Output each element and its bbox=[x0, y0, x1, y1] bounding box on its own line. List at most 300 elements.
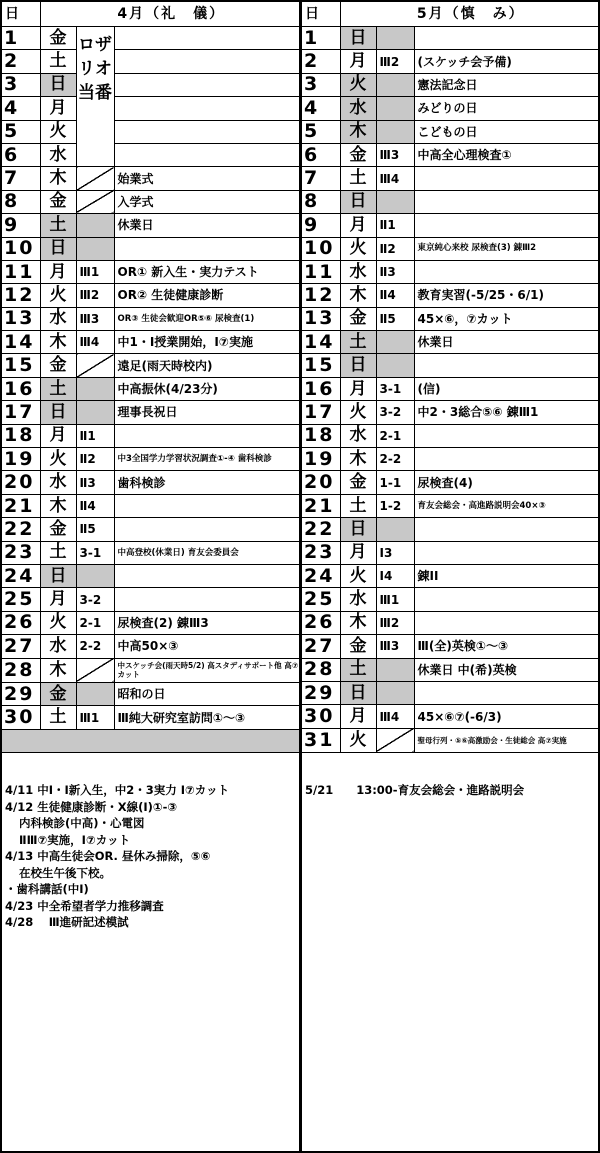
event-text: 錬ⅠⅠ bbox=[414, 564, 598, 587]
day-number: 23 bbox=[302, 541, 340, 564]
class-code: Ⅲ2 bbox=[376, 611, 414, 634]
day-number: 25 bbox=[2, 588, 40, 611]
class-code bbox=[376, 681, 414, 704]
class-code bbox=[376, 658, 414, 681]
class-code: Ⅲ1 bbox=[76, 260, 114, 283]
calendar-row bbox=[2, 635, 299, 658]
day-number: 24 bbox=[2, 564, 40, 587]
calendar-row bbox=[2, 260, 299, 283]
calendar-row bbox=[302, 728, 598, 752]
day-number: 26 bbox=[2, 611, 40, 634]
event-text: (スケッチ会予備) bbox=[414, 50, 598, 73]
calendar-row bbox=[2, 564, 299, 587]
event-text bbox=[414, 588, 598, 611]
day-number: 4 bbox=[302, 97, 340, 120]
class-code bbox=[76, 214, 114, 237]
april-header-title: 4月（礼 儀） bbox=[40, 2, 299, 27]
calendar-row bbox=[302, 50, 598, 73]
weekday: 水 bbox=[40, 635, 76, 658]
day-number: 1 bbox=[302, 27, 340, 50]
weekday: 土 bbox=[40, 541, 76, 564]
day-number: 19 bbox=[302, 448, 340, 471]
event-text: こどもの日 bbox=[414, 120, 598, 143]
calendar-row bbox=[2, 331, 299, 354]
class-code: Ⅱ2 bbox=[376, 237, 414, 260]
calendar-row bbox=[302, 27, 598, 50]
day-number: 28 bbox=[302, 658, 340, 681]
event-text: 尿検査(4) bbox=[414, 471, 598, 494]
weekday: 金 bbox=[40, 190, 76, 213]
class-code: 2-2 bbox=[76, 635, 114, 658]
day-number: 3 bbox=[2, 73, 40, 96]
may-header-day: 日 bbox=[302, 2, 340, 27]
calendar-row bbox=[302, 167, 598, 190]
day-number: 12 bbox=[302, 284, 340, 307]
calendar-row bbox=[302, 331, 598, 354]
weekday: 月 bbox=[340, 705, 376, 728]
note-line: 内科検診(中高)・心電図 bbox=[19, 816, 145, 830]
calendar-row bbox=[2, 658, 299, 682]
class-code bbox=[76, 190, 114, 213]
day-number: 8 bbox=[2, 190, 40, 213]
class-code: Ⅱ3 bbox=[376, 260, 414, 283]
event-text bbox=[414, 214, 598, 237]
calendar-row bbox=[302, 611, 598, 634]
weekday: 金 bbox=[340, 143, 376, 166]
weekday: 火 bbox=[40, 611, 76, 634]
day-number: 19 bbox=[2, 448, 40, 471]
calendar-row bbox=[2, 471, 299, 494]
weekday: 木 bbox=[340, 611, 376, 634]
weekday: 水 bbox=[340, 260, 376, 283]
rosario-duty-label: ロザリオ当番 bbox=[76, 27, 114, 167]
event-text: 入学式 bbox=[114, 190, 299, 213]
day-number: 27 bbox=[2, 635, 40, 658]
class-code: Ⅲ2 bbox=[76, 284, 114, 307]
calendar-row bbox=[302, 494, 598, 517]
weekday: 日 bbox=[40, 401, 76, 424]
event-text bbox=[414, 354, 598, 377]
event-text: 歯科検診 bbox=[114, 471, 299, 494]
calendar-row bbox=[302, 284, 598, 307]
class-code bbox=[76, 237, 114, 260]
day-number: 26 bbox=[302, 611, 340, 634]
event-text bbox=[114, 143, 299, 166]
calendar-row bbox=[2, 50, 299, 73]
weekday: 木 bbox=[340, 120, 376, 143]
weekday: 土 bbox=[340, 331, 376, 354]
day-number: 21 bbox=[2, 494, 40, 517]
event-text: 理事長祝日 bbox=[114, 401, 299, 424]
note-line: 在校生午後下校。 bbox=[19, 865, 111, 880]
day-number: 9 bbox=[2, 214, 40, 237]
day-number: 18 bbox=[302, 424, 340, 447]
weekday: 木 bbox=[340, 448, 376, 471]
calendar-row bbox=[302, 97, 598, 120]
day-number: 10 bbox=[2, 237, 40, 260]
calendar-row bbox=[302, 658, 598, 681]
weekday: 月 bbox=[340, 377, 376, 400]
class-code bbox=[376, 97, 414, 120]
note-line: 4/12 生徒健康診断・X線(Ⅰ)①-③ bbox=[5, 799, 178, 814]
weekday: 金 bbox=[340, 635, 376, 658]
class-code bbox=[376, 331, 414, 354]
calendar-row bbox=[302, 541, 598, 564]
calendar-row bbox=[2, 682, 299, 705]
class-code bbox=[376, 73, 414, 96]
day-number: 24 bbox=[302, 564, 340, 587]
day-number: 7 bbox=[302, 167, 340, 190]
event-text: 休業日 bbox=[114, 214, 299, 237]
may-column bbox=[302, 2, 599, 1151]
event-text bbox=[414, 541, 598, 564]
day-number: 31 bbox=[302, 728, 340, 752]
event-text: OR③ 生徒会歓迎OR⑤⑥ 尿検査(1) bbox=[114, 307, 299, 330]
calendar-row bbox=[2, 588, 299, 611]
calendar-row bbox=[2, 448, 299, 471]
event-text bbox=[114, 97, 299, 120]
calendar-row bbox=[2, 284, 299, 307]
weekday: 火 bbox=[40, 120, 76, 143]
weekday: 土 bbox=[40, 50, 76, 73]
class-code: 2-1 bbox=[376, 424, 414, 447]
day-number: 14 bbox=[2, 331, 40, 354]
class-code bbox=[376, 728, 414, 752]
note-line: 4/28 Ⅲ進研記述模試 bbox=[5, 915, 129, 929]
calendar-row bbox=[302, 377, 598, 400]
calendar-row bbox=[302, 518, 598, 541]
weekday: 日 bbox=[340, 354, 376, 377]
class-code: 3-1 bbox=[76, 541, 114, 564]
note-line: 5/21 13:00-育友会総会・進路説明会 bbox=[305, 783, 525, 797]
may-table bbox=[302, 2, 598, 753]
note-line: ⅡⅢ⑦実施，Ⅰ⑦カット bbox=[19, 832, 131, 847]
event-text: 休業日 bbox=[414, 331, 598, 354]
calendar-row bbox=[2, 611, 299, 634]
event-text bbox=[414, 190, 598, 213]
day-number: 17 bbox=[2, 401, 40, 424]
event-text bbox=[114, 73, 299, 96]
event-text bbox=[114, 237, 299, 260]
day-number: 2 bbox=[302, 50, 340, 73]
april-column bbox=[2, 2, 302, 1151]
class-code: Ⅱ1 bbox=[376, 214, 414, 237]
event-text: Ⅲ(全)英検①～③ bbox=[414, 635, 598, 658]
class-code bbox=[376, 120, 414, 143]
class-code: Ⅲ3 bbox=[376, 143, 414, 166]
day-number: 17 bbox=[302, 401, 340, 424]
class-code: 1-2 bbox=[376, 494, 414, 517]
weekday: 日 bbox=[340, 518, 376, 541]
weekday: 水 bbox=[340, 97, 376, 120]
calendar-row bbox=[302, 307, 598, 330]
event-text bbox=[414, 424, 598, 447]
event-text: Ⅲ純大研究室訪問①～③ bbox=[114, 706, 299, 729]
event-text: 45×⑥，⑦カット bbox=[414, 307, 598, 330]
event-text: 聖母行列・⑤⑥高激励会・生徒総会 高⑦実施 bbox=[414, 728, 598, 752]
event-text bbox=[414, 681, 598, 704]
weekday: 金 bbox=[40, 518, 76, 541]
calendar-row bbox=[2, 167, 299, 190]
calendar-row bbox=[302, 120, 598, 143]
event-text bbox=[114, 120, 299, 143]
event-text: 45×⑥⑦(-6/3) bbox=[414, 705, 598, 728]
event-text bbox=[414, 448, 598, 471]
day-number: 27 bbox=[302, 635, 340, 658]
weekday: 日 bbox=[40, 564, 76, 587]
event-text bbox=[414, 27, 598, 50]
calendar-row bbox=[2, 27, 299, 50]
may-header-title: 5月（慎 み） bbox=[340, 2, 598, 27]
weekday: 火 bbox=[340, 728, 376, 752]
calendar-row bbox=[302, 681, 598, 704]
event-text: 尿検査(2) 錬Ⅲ3 bbox=[114, 611, 299, 634]
class-code bbox=[376, 354, 414, 377]
event-text: 中高全心理検査① bbox=[414, 143, 598, 166]
note-line: 4/11 中Ⅰ・Ⅰ新入生，中2・3実力 Ⅰ⑦カット bbox=[5, 783, 230, 797]
day-number: 5 bbox=[2, 120, 40, 143]
calendar-row bbox=[302, 190, 598, 213]
event-text: 中高50×③ bbox=[114, 635, 299, 658]
event-text bbox=[114, 494, 299, 517]
note-line: ・歯科講話(中Ⅰ) bbox=[5, 882, 89, 896]
calendar-row bbox=[2, 518, 299, 541]
weekday: 木 bbox=[40, 658, 76, 682]
may-notes bbox=[302, 782, 599, 799]
event-text: 中3全国学力学習状況調査①-④ 歯科検診 bbox=[114, 448, 299, 471]
event-text: 昭和の日 bbox=[114, 682, 299, 705]
day-number: 3 bbox=[302, 73, 340, 96]
april-header-day: 日 bbox=[2, 2, 40, 27]
class-code bbox=[376, 518, 414, 541]
day-number: 28 bbox=[2, 658, 40, 682]
day-number: 14 bbox=[302, 331, 340, 354]
class-code: Ⅰ4 bbox=[376, 564, 414, 587]
class-code: 3-2 bbox=[376, 401, 414, 424]
calendar-row bbox=[302, 73, 598, 96]
day-number: 20 bbox=[302, 471, 340, 494]
weekday: 木 bbox=[340, 284, 376, 307]
calendar-row bbox=[302, 401, 598, 424]
class-code: Ⅰ3 bbox=[376, 541, 414, 564]
class-code: Ⅲ4 bbox=[376, 167, 414, 190]
calendar-row bbox=[302, 448, 598, 471]
event-text bbox=[414, 167, 598, 190]
day-number: 15 bbox=[302, 354, 340, 377]
event-text bbox=[414, 611, 598, 634]
event-text bbox=[114, 564, 299, 587]
class-code bbox=[376, 190, 414, 213]
day-number: 16 bbox=[2, 377, 40, 400]
weekday: 月 bbox=[340, 541, 376, 564]
class-code: 3-2 bbox=[76, 588, 114, 611]
event-text bbox=[114, 424, 299, 447]
calendar-row bbox=[2, 494, 299, 517]
event-text: (信) bbox=[414, 377, 598, 400]
weekday: 火 bbox=[340, 401, 376, 424]
weekday: 水 bbox=[340, 588, 376, 611]
class-code: Ⅲ1 bbox=[76, 706, 114, 729]
class-code: Ⅱ5 bbox=[376, 307, 414, 330]
weekday: 土 bbox=[340, 167, 376, 190]
blank-row bbox=[2, 729, 299, 752]
class-code: Ⅲ2 bbox=[376, 50, 414, 73]
day-number: 8 bbox=[302, 190, 340, 213]
event-text: 教育実習(-5/25・6/1) bbox=[414, 284, 598, 307]
class-code: Ⅲ4 bbox=[376, 705, 414, 728]
event-text: 中スケッチ会(雨天時5/2) 高スタディサポート他 高⑦カット bbox=[114, 658, 299, 682]
day-number: 22 bbox=[302, 518, 340, 541]
calendar-row bbox=[2, 120, 299, 143]
calendar-row bbox=[2, 541, 299, 564]
weekday: 金 bbox=[340, 471, 376, 494]
note-line: 4/13 中高生徒会OR. 昼休み掃除，⑤⑥ bbox=[5, 849, 211, 863]
weekday: 月 bbox=[40, 588, 76, 611]
event-text: 遠足(雨天時校内) bbox=[114, 354, 299, 377]
day-number: 21 bbox=[302, 494, 340, 517]
weekday: 日 bbox=[340, 190, 376, 213]
day-number: 16 bbox=[302, 377, 340, 400]
calendar-row bbox=[302, 354, 598, 377]
class-code bbox=[76, 658, 114, 682]
event-text: 中2・3総合⑤⑥ 錬Ⅲ1 bbox=[414, 401, 598, 424]
class-code: Ⅱ4 bbox=[376, 284, 414, 307]
weekday: 水 bbox=[40, 143, 76, 166]
event-text: 育友会総会・高進路説明会40×③ bbox=[414, 494, 598, 517]
note-line: 4/23 中全希望者学力推移調査 bbox=[5, 898, 164, 913]
weekday: 月 bbox=[40, 424, 76, 447]
weekday: 木 bbox=[40, 331, 76, 354]
weekday: 木 bbox=[40, 167, 76, 190]
day-number: 6 bbox=[2, 143, 40, 166]
weekday: 金 bbox=[40, 27, 76, 50]
day-number: 11 bbox=[302, 260, 340, 283]
calendar-row bbox=[2, 214, 299, 237]
calendar-row bbox=[2, 307, 299, 330]
class-code: Ⅲ4 bbox=[76, 331, 114, 354]
weekday: 土 bbox=[340, 658, 376, 681]
class-code: Ⅱ2 bbox=[76, 448, 114, 471]
event-text: 東京純心来校 尿検査(3) 錬Ⅲ2 bbox=[414, 237, 598, 260]
event-text: OR① 新入生・実力テスト bbox=[114, 260, 299, 283]
weekday: 月 bbox=[340, 214, 376, 237]
weekday: 金 bbox=[40, 682, 76, 705]
day-number: 20 bbox=[2, 471, 40, 494]
class-code: 2-1 bbox=[76, 611, 114, 634]
day-number: 13 bbox=[2, 307, 40, 330]
day-number: 11 bbox=[2, 260, 40, 283]
calendar-row bbox=[2, 73, 299, 96]
blank-gray-cell bbox=[2, 729, 299, 752]
weekday: 月 bbox=[40, 97, 76, 120]
class-code: Ⅲ3 bbox=[376, 635, 414, 658]
class-code: Ⅱ5 bbox=[76, 518, 114, 541]
day-number: 18 bbox=[2, 424, 40, 447]
day-number: 5 bbox=[302, 120, 340, 143]
day-number: 15 bbox=[2, 354, 40, 377]
weekday: 金 bbox=[40, 354, 76, 377]
weekday: 火 bbox=[340, 564, 376, 587]
weekday: 日 bbox=[40, 73, 76, 96]
calendar-row bbox=[2, 190, 299, 213]
calendar-row bbox=[302, 237, 598, 260]
weekday: 水 bbox=[340, 424, 376, 447]
weekday: 月 bbox=[40, 260, 76, 283]
class-code: Ⅱ4 bbox=[76, 494, 114, 517]
class-code: Ⅲ1 bbox=[376, 588, 414, 611]
class-code: 1-1 bbox=[376, 471, 414, 494]
calendar-row bbox=[302, 214, 598, 237]
day-number: 23 bbox=[2, 541, 40, 564]
weekday: 土 bbox=[40, 377, 76, 400]
class-code bbox=[76, 354, 114, 377]
weekday: 土 bbox=[40, 214, 76, 237]
weekday: 水 bbox=[40, 471, 76, 494]
day-number: 13 bbox=[302, 307, 340, 330]
event-text bbox=[114, 588, 299, 611]
event-text: みどりの日 bbox=[414, 97, 598, 120]
calendar-row bbox=[302, 143, 598, 166]
day-number: 25 bbox=[302, 588, 340, 611]
class-code bbox=[76, 682, 114, 705]
calendar-row bbox=[2, 143, 299, 166]
class-code bbox=[376, 27, 414, 50]
class-code: Ⅲ3 bbox=[76, 307, 114, 330]
weekday: 火 bbox=[340, 73, 376, 96]
class-code: Ⅱ1 bbox=[76, 424, 114, 447]
class-code bbox=[76, 377, 114, 400]
event-text bbox=[114, 518, 299, 541]
weekday: 火 bbox=[340, 237, 376, 260]
event-text: OR② 生徒健康診断 bbox=[114, 284, 299, 307]
weekday: 土 bbox=[40, 706, 76, 729]
weekday: 水 bbox=[40, 307, 76, 330]
calendar-row bbox=[302, 588, 598, 611]
event-text: 中高登校(休業日) 育友会委員会 bbox=[114, 541, 299, 564]
weekday: 日 bbox=[40, 237, 76, 260]
event-text bbox=[114, 27, 299, 50]
day-number: 29 bbox=[302, 681, 340, 704]
event-text: 中1・Ⅰ授業開始，Ⅰ⑦実施 bbox=[114, 331, 299, 354]
class-code bbox=[76, 401, 114, 424]
calendar-row bbox=[302, 705, 598, 728]
class-code bbox=[76, 564, 114, 587]
weekday: 日 bbox=[340, 27, 376, 50]
calendar-row bbox=[302, 471, 598, 494]
event-text bbox=[414, 260, 598, 283]
day-number: 2 bbox=[2, 50, 40, 73]
event-text bbox=[114, 50, 299, 73]
event-text: 憲法記念日 bbox=[414, 73, 598, 96]
day-number: 30 bbox=[2, 706, 40, 729]
event-text: 休業日 中(希)英検 bbox=[414, 658, 598, 681]
calendar-row bbox=[2, 377, 299, 400]
day-number: 7 bbox=[2, 167, 40, 190]
day-number: 22 bbox=[2, 518, 40, 541]
weekday: 土 bbox=[340, 494, 376, 517]
calendar-row bbox=[2, 424, 299, 447]
class-code bbox=[76, 167, 114, 190]
event-text: 始業式 bbox=[114, 167, 299, 190]
calendar-row bbox=[302, 564, 598, 587]
event-text: 中高振休(4/23分) bbox=[114, 377, 299, 400]
day-number: 30 bbox=[302, 705, 340, 728]
weekday: 火 bbox=[40, 448, 76, 471]
day-number: 6 bbox=[302, 143, 340, 166]
day-number: 12 bbox=[2, 284, 40, 307]
weekday: 月 bbox=[340, 50, 376, 73]
april-notes bbox=[2, 782, 299, 931]
